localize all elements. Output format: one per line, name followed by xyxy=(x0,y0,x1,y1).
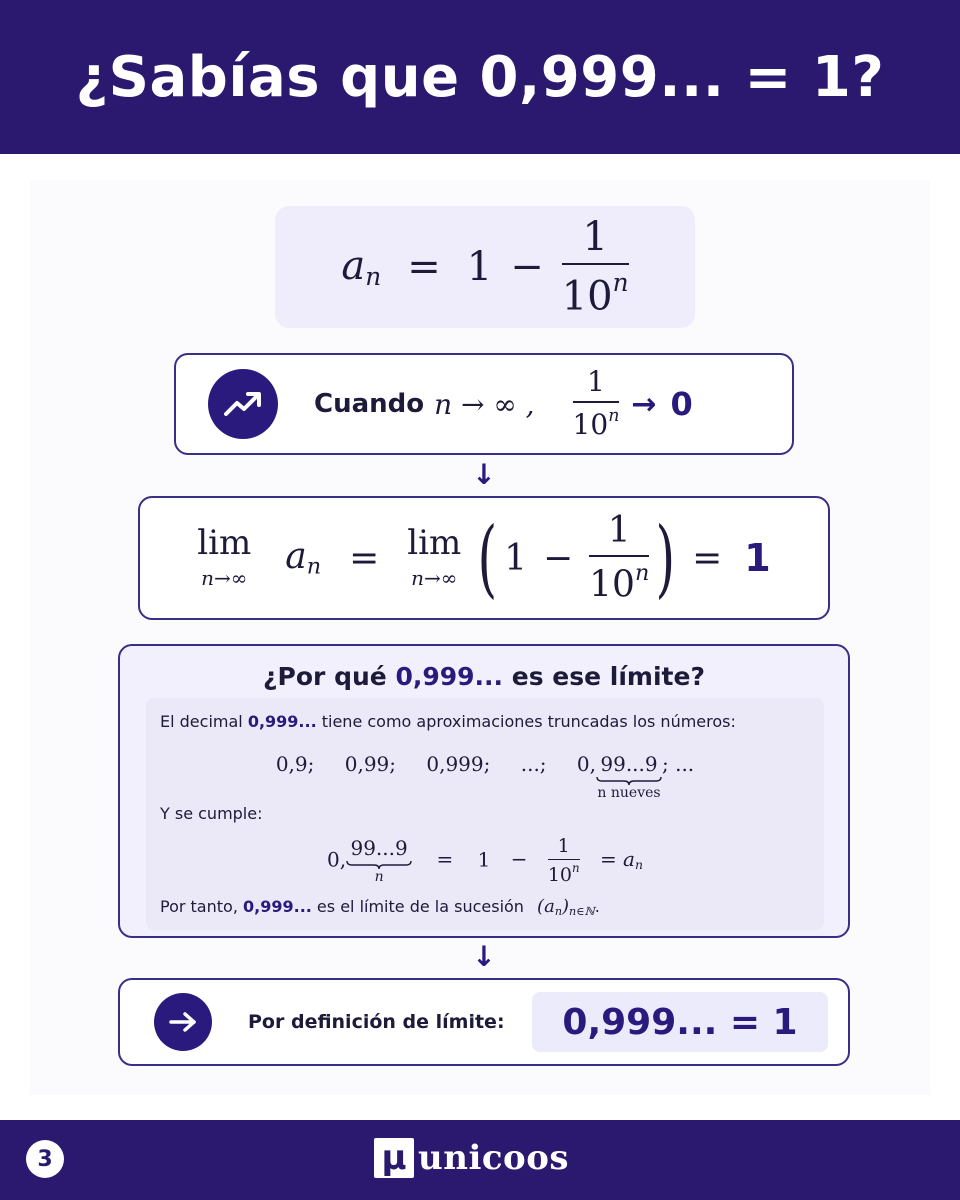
underbrace-digits: 99...9 xyxy=(350,836,408,860)
fraction-numerator: 1 xyxy=(607,510,631,552)
fraction-bar xyxy=(573,401,620,403)
fraction-bar xyxy=(589,555,649,557)
fraction-numerator: 1 xyxy=(557,835,570,857)
conclusion-box xyxy=(118,978,850,1066)
conclusion-label: Por definición de límite: xyxy=(248,1011,505,1033)
limit-term: $a_n$ xyxy=(285,536,322,580)
fraction-numerator: 1 xyxy=(582,214,608,261)
condition-limit: n → ∞ , xyxy=(434,387,535,421)
lim-operator xyxy=(197,523,252,590)
lim-subscript: n→∞ xyxy=(201,566,248,590)
limit-equals-2: = xyxy=(692,537,723,579)
limit-fraction xyxy=(589,511,649,605)
conclusion-result: 0,999... = 1 xyxy=(532,992,828,1052)
header-bar xyxy=(0,0,960,154)
sequence-formula xyxy=(275,206,695,328)
sequence-term: ...; xyxy=(520,752,547,776)
underbrace-group xyxy=(596,752,662,800)
underbrace-group xyxy=(346,836,412,884)
condition-fraction xyxy=(572,364,620,442)
condition-arrow: → xyxy=(631,386,657,422)
sequence-tail: ; ... xyxy=(662,752,695,776)
formula-lhs: $a_n$ xyxy=(341,242,382,292)
underbrace-label: n xyxy=(374,869,384,885)
lim-subscript: n→∞ xyxy=(411,566,458,590)
why-section xyxy=(118,644,850,938)
fraction-bar xyxy=(548,859,580,860)
open-paren: ( xyxy=(477,509,498,607)
condition-text xyxy=(314,388,535,421)
down-arrow-icon: ↓ xyxy=(472,458,496,491)
formula-minus: − xyxy=(510,244,544,290)
page-number-badge: 3 xyxy=(26,1140,64,1178)
formula-fraction xyxy=(562,215,629,319)
logo-mark-icon: µ xyxy=(374,1138,414,1178)
lim-word: lim xyxy=(407,523,462,563)
arrow-right-icon xyxy=(154,993,212,1051)
footer-bar xyxy=(0,1120,960,1200)
close-paren: ) xyxy=(655,509,676,607)
limit-minus: − xyxy=(542,537,574,579)
condition-result: 0 xyxy=(670,385,693,423)
condition-box xyxy=(174,353,794,455)
lim-word: lim xyxy=(197,523,252,563)
truncations-sequence xyxy=(146,752,824,800)
formula-equals: = xyxy=(407,244,441,290)
sequence-notation: $(a_n)_{n\in ℕ}$ xyxy=(537,896,595,918)
sequence-term: 0,999; xyxy=(426,752,491,776)
limit-equals: = xyxy=(349,537,380,579)
why-line-1: El decimal 0,999... tiene como aproximaciones truncadas los números: xyxy=(160,712,736,731)
why-line-2: Y se cumple: xyxy=(160,804,263,823)
logo-text: unicoos xyxy=(418,1138,570,1178)
equation-one: 1 xyxy=(477,847,491,872)
sequence-term: 0,9; xyxy=(275,752,315,776)
fraction-denominator: 10$^n$ xyxy=(572,406,620,442)
equation-prefix: 0, xyxy=(327,847,347,872)
equation-rhs: = $a_n$ xyxy=(599,847,643,873)
page-title: ¿Sabías que 0,999... = 1? xyxy=(75,44,885,110)
down-arrow-icon: ↓ xyxy=(472,940,496,973)
underbrace-digits: 99...9 xyxy=(600,752,658,776)
limit-result: 1 xyxy=(744,536,771,580)
sequence-term-prefix: 0, xyxy=(576,752,596,776)
formula-one: 1 xyxy=(466,244,493,290)
sequence-term: 0,99; xyxy=(344,752,397,776)
fraction-denominator: 10$^n$ xyxy=(561,268,629,320)
brand-logo xyxy=(374,1138,569,1178)
limit-box xyxy=(138,496,830,620)
fraction-denominator: 10$^n$ xyxy=(589,559,650,606)
condition-label: Cuando xyxy=(314,389,425,419)
why-panel xyxy=(146,698,824,930)
fraction-bar xyxy=(562,263,629,265)
equation-minus: − xyxy=(510,847,528,872)
underbrace-label: n nueves xyxy=(597,785,661,801)
equation-equals: = xyxy=(436,847,454,872)
fraction-denominator: 10$^n$ xyxy=(547,860,580,886)
why-title: ¿Por qué 0,999... es ese límite? xyxy=(263,662,705,691)
truncation-equation xyxy=(146,836,824,886)
why-line-3: Por tanto, 0,999... es el límite de la sucesión $(a_n)_{n\in ℕ}$. xyxy=(160,896,600,918)
fraction-numerator: 1 xyxy=(587,364,605,398)
limit-one: 1 xyxy=(504,537,527,579)
equation-fraction xyxy=(548,836,580,886)
trending-up-icon xyxy=(208,369,278,439)
lim-operator xyxy=(407,523,462,590)
